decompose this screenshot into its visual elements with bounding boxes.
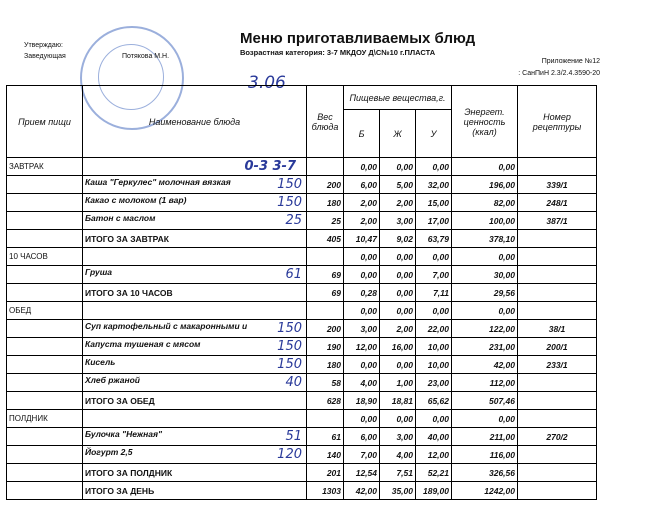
dish-row (7, 212, 597, 230)
handwritten-portions: 0-3 3-7 (244, 159, 296, 174)
protein: 42,00 (344, 482, 380, 500)
dish-name (83, 464, 307, 482)
fat: 3,00 (380, 428, 416, 446)
meal-name (7, 320, 83, 338)
energy: 196,00 (452, 176, 518, 194)
weight (307, 158, 344, 176)
handwritten-portion: 150 (277, 357, 302, 372)
dish-label: Каша "Геркулес" молочная вязкая (85, 177, 231, 187)
meal-name (7, 230, 83, 248)
dish-row (7, 446, 597, 464)
carbs: 17,00 (416, 212, 452, 230)
fat: 0,00 (380, 410, 416, 428)
recipe-number (518, 266, 597, 284)
meal-name (7, 176, 83, 194)
dish-name (83, 338, 307, 356)
weight: 628 (307, 392, 344, 410)
meal-name (7, 482, 83, 500)
dish-row (7, 338, 597, 356)
meal-name (7, 194, 83, 212)
dish-label: Суп картофельный с макаронными и (85, 321, 248, 331)
protein: 6,00 (344, 176, 380, 194)
protein: 18,90 (344, 392, 380, 410)
energy: 0,00 (452, 302, 518, 320)
section-row (7, 248, 597, 266)
dish-label: Какао с молоком (1 вар) (85, 195, 187, 205)
age-category: Возрастная категория: 3-7 МКДОУ Д\С№10 г.ПЛАСТА (240, 48, 436, 57)
fat: 0,00 (380, 266, 416, 284)
protein: 12,00 (344, 338, 380, 356)
dish-name (83, 446, 307, 464)
meal-name: ОБЕД (7, 302, 83, 320)
energy: 112,00 (452, 374, 518, 392)
carbs: 22,00 (416, 320, 452, 338)
header-zh: Ж (380, 110, 416, 158)
dish-row (7, 176, 597, 194)
dish-row (7, 374, 597, 392)
fat: 1,00 (380, 374, 416, 392)
recipe-number (518, 392, 597, 410)
weight: 61 (307, 428, 344, 446)
appendix-label: Приложение №12 (541, 58, 600, 65)
header-recipe: Номер рецептуры (518, 86, 597, 158)
carbs: 52,21 (416, 464, 452, 482)
weight (307, 248, 344, 266)
dish-label: Капуста тушеная с мясом (85, 339, 201, 349)
sanpin-label: : СанПиН 2.3/2.4.3590-20 (518, 70, 600, 77)
dish-label: Хлеб ржаной (85, 375, 140, 385)
weight: 200 (307, 176, 344, 194)
dish-name (83, 248, 307, 266)
carbs: 32,00 (416, 176, 452, 194)
dish-name (83, 482, 307, 500)
carbs: 40,00 (416, 428, 452, 446)
protein: 6,00 (344, 428, 380, 446)
header-dish: Наименование блюда (83, 86, 307, 158)
energy: 29,56 (452, 284, 518, 302)
fat: 9,02 (380, 230, 416, 248)
energy: 326,56 (452, 464, 518, 482)
header-meal: Прием пищи (7, 86, 83, 158)
section-row (7, 410, 597, 428)
header-energy: Энергет. ценность (ккал) (452, 86, 518, 158)
dish-label: Булочка "Нежная" (85, 429, 162, 439)
protein: 4,00 (344, 374, 380, 392)
recipe-number (518, 374, 597, 392)
protein: 0,00 (344, 248, 380, 266)
weight: 200 (307, 320, 344, 338)
carbs: 10,00 (416, 356, 452, 374)
dish-row (7, 428, 597, 446)
header-u: У (416, 110, 452, 158)
header-weight: Вес блюда (307, 86, 344, 158)
recipe-number (518, 464, 597, 482)
carbs: 12,00 (416, 446, 452, 464)
dish-label: Кисель (85, 357, 116, 367)
meal-name (7, 266, 83, 284)
handwritten-portion: 61 (285, 267, 302, 282)
meal-name (7, 464, 83, 482)
total-row (7, 392, 597, 410)
dish-label: ИТОГО ЗА ПОЛДНИК (85, 467, 173, 478)
energy: 0,00 (452, 410, 518, 428)
carbs: 189,00 (416, 482, 452, 500)
protein: 0,00 (344, 302, 380, 320)
protein: 2,00 (344, 194, 380, 212)
fat: 5,00 (380, 176, 416, 194)
energy: 0,00 (452, 158, 518, 176)
dish-label: Йогурт 2,5 (85, 447, 133, 457)
energy: 507,46 (452, 392, 518, 410)
dish-row (7, 266, 597, 284)
handwritten-portion: 40 (285, 375, 302, 390)
handwritten-portion: 25 (285, 213, 302, 228)
meal-name (7, 212, 83, 230)
energy: 211,00 (452, 428, 518, 446)
fat: 35,00 (380, 482, 416, 500)
dish-name (83, 410, 307, 428)
energy: 0,00 (452, 248, 518, 266)
menu-table (6, 85, 597, 500)
carbs: 63,79 (416, 230, 452, 248)
energy: 122,00 (452, 320, 518, 338)
meal-name: ЗАВТРАК (7, 158, 83, 176)
weight: 25 (307, 212, 344, 230)
dish-label: ИТОГО ЗА ЗАВТРАК (85, 233, 169, 244)
handwritten-portion: 150 (277, 195, 302, 210)
approval-position: Заведующая (24, 53, 66, 60)
protein: 3,00 (344, 320, 380, 338)
recipe-number (518, 446, 597, 464)
meal-name: ПОЛДНИК (7, 410, 83, 428)
carbs: 23,00 (416, 374, 452, 392)
recipe-number (518, 410, 597, 428)
dish-name (83, 284, 307, 302)
meal-name (7, 374, 83, 392)
meal-name (7, 356, 83, 374)
dish-name (83, 302, 307, 320)
dish-name (83, 158, 307, 176)
energy: 378,10 (452, 230, 518, 248)
header-nutrients: Пищевые вещества,г. (344, 86, 452, 110)
fat: 2,00 (380, 194, 416, 212)
energy: 82,00 (452, 194, 518, 212)
dish-label: ИТОГО ЗА 10 ЧАСОВ (85, 287, 173, 298)
weight: 140 (307, 446, 344, 464)
weight: 1303 (307, 482, 344, 500)
dish-name (83, 230, 307, 248)
recipe-number: 200/1 (518, 338, 597, 356)
weight (307, 410, 344, 428)
protein: 10,47 (344, 230, 380, 248)
protein: 0,00 (344, 410, 380, 428)
dish-name (83, 212, 307, 230)
meal-name (7, 338, 83, 356)
fat: 3,00 (380, 212, 416, 230)
dish-label: ИТОГО ЗА ОБЕД (85, 395, 155, 406)
recipe-number (518, 158, 597, 176)
dish-name (83, 428, 307, 446)
dish-name (83, 374, 307, 392)
protein: 12,54 (344, 464, 380, 482)
fat: 0,00 (380, 158, 416, 176)
recipe-number: 339/1 (518, 176, 597, 194)
energy: 1242,00 (452, 482, 518, 500)
section-row (7, 302, 597, 320)
recipe-number: 270/2 (518, 428, 597, 446)
header-b: Б (344, 110, 380, 158)
protein: 0,00 (344, 266, 380, 284)
energy: 42,00 (452, 356, 518, 374)
dish-name (83, 320, 307, 338)
weight: 69 (307, 284, 344, 302)
handwritten-date: 3.06 (248, 73, 286, 93)
recipe-number (518, 482, 597, 500)
meal-name (7, 284, 83, 302)
fat: 16,00 (380, 338, 416, 356)
recipe-number (518, 230, 597, 248)
protein: 2,00 (344, 212, 380, 230)
meal-name (7, 428, 83, 446)
protein: 7,00 (344, 446, 380, 464)
meal-name: 10 ЧАСОВ (7, 248, 83, 266)
dish-name (83, 194, 307, 212)
approval-label: Утверждаю: (24, 42, 63, 49)
page-title: Меню приготавливаемых блюд (240, 30, 476, 47)
carbs: 7,00 (416, 266, 452, 284)
handwritten-portion: 120 (277, 447, 302, 462)
fat: 0,00 (380, 284, 416, 302)
energy: 231,00 (452, 338, 518, 356)
meal-name (7, 392, 83, 410)
energy: 100,00 (452, 212, 518, 230)
fat: 0,00 (380, 356, 416, 374)
dish-name (83, 266, 307, 284)
recipe-number (518, 248, 597, 266)
protein: 0,00 (344, 158, 380, 176)
carbs: 7,11 (416, 284, 452, 302)
dish-row (7, 320, 597, 338)
carbs: 0,00 (416, 302, 452, 320)
carbs: 65,62 (416, 392, 452, 410)
total-row (7, 482, 597, 500)
recipe-number: 38/1 (518, 320, 597, 338)
dish-name (83, 356, 307, 374)
weight: 180 (307, 356, 344, 374)
total-row (7, 284, 597, 302)
dish-label: Груша (85, 267, 112, 277)
fat: 18,81 (380, 392, 416, 410)
protein: 0,00 (344, 356, 380, 374)
weight: 58 (307, 374, 344, 392)
dish-row (7, 356, 597, 374)
section-row (7, 158, 597, 176)
handwritten-portion: 150 (277, 339, 302, 354)
fat: 2,00 (380, 320, 416, 338)
weight: 190 (307, 338, 344, 356)
recipe-number: 233/1 (518, 356, 597, 374)
recipe-number (518, 302, 597, 320)
energy: 116,00 (452, 446, 518, 464)
fat: 7,51 (380, 464, 416, 482)
weight (307, 302, 344, 320)
weight: 405 (307, 230, 344, 248)
fat: 0,00 (380, 302, 416, 320)
weight: 180 (307, 194, 344, 212)
carbs: 10,00 (416, 338, 452, 356)
recipe-number: 248/1 (518, 194, 597, 212)
dish-row (7, 194, 597, 212)
carbs: 0,00 (416, 410, 452, 428)
total-row (7, 230, 597, 248)
carbs: 0,00 (416, 158, 452, 176)
handwritten-portion: 51 (285, 429, 302, 444)
dish-label: Батон с маслом (85, 213, 156, 223)
fat: 4,00 (380, 446, 416, 464)
fat: 0,00 (380, 248, 416, 266)
approval-name: Потякова М.Н. (122, 53, 170, 60)
dish-name (83, 392, 307, 410)
recipe-number (518, 284, 597, 302)
dish-label: ИТОГО ЗА ДЕНЬ (85, 485, 155, 496)
meal-name (7, 446, 83, 464)
carbs: 15,00 (416, 194, 452, 212)
recipe-number: 387/1 (518, 212, 597, 230)
dish-name (83, 176, 307, 194)
handwritten-portion: 150 (277, 177, 302, 192)
carbs: 0,00 (416, 248, 452, 266)
total-row (7, 464, 597, 482)
weight: 201 (307, 464, 344, 482)
energy: 30,00 (452, 266, 518, 284)
handwritten-portion: 150 (277, 321, 302, 336)
weight: 69 (307, 266, 344, 284)
protein: 0,28 (344, 284, 380, 302)
